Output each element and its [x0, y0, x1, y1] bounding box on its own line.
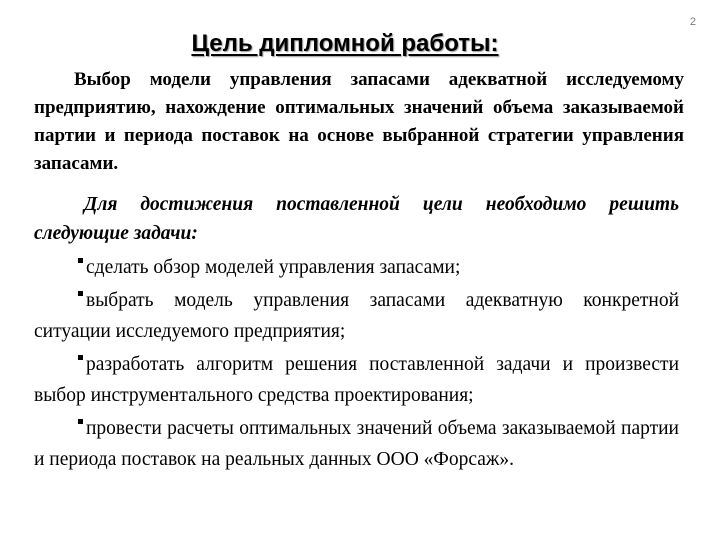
square-bullet-icon — [78, 355, 83, 360]
square-bullet-icon — [78, 291, 83, 296]
task-text: сделать обзор моделей управления запасами; — [86, 257, 461, 278]
slide-number: 2 — [689, 16, 696, 28]
square-bullet-icon — [78, 258, 83, 263]
slide-title: Цель дипломной работы: — [191, 30, 499, 57]
task-text: разработать алгоритм решения поставленной задачи и произвести выбор инструментального средства проектирования; — [34, 354, 679, 406]
task-item — [34, 413, 679, 475]
tasks-intro: Для достижения поставленной цели необходимо решить следующие задачи: — [34, 194, 679, 244]
task-list — [34, 252, 679, 475]
tasks-section — [34, 190, 679, 477]
task-item — [34, 252, 679, 283]
task-text: провести расчеты оптимальных значений объема заказываемой партии и периода поставок на реальных данных ООО «Форсаж». — [34, 418, 679, 470]
square-bullet-icon — [78, 419, 83, 424]
task-text: выбрать модель управления запасами адекватную конкретной ситуации исследуемого предприятия; — [34, 290, 679, 342]
task-item — [34, 349, 679, 411]
goal-paragraph: Выбор модели управления запасами адекватной исследуемому предприятию, нахождение оптимальных значений объема заказываемой партии и периода поставок на основе выбранной стратегии управления запасами. — [34, 69, 684, 174]
task-item — [34, 285, 679, 347]
